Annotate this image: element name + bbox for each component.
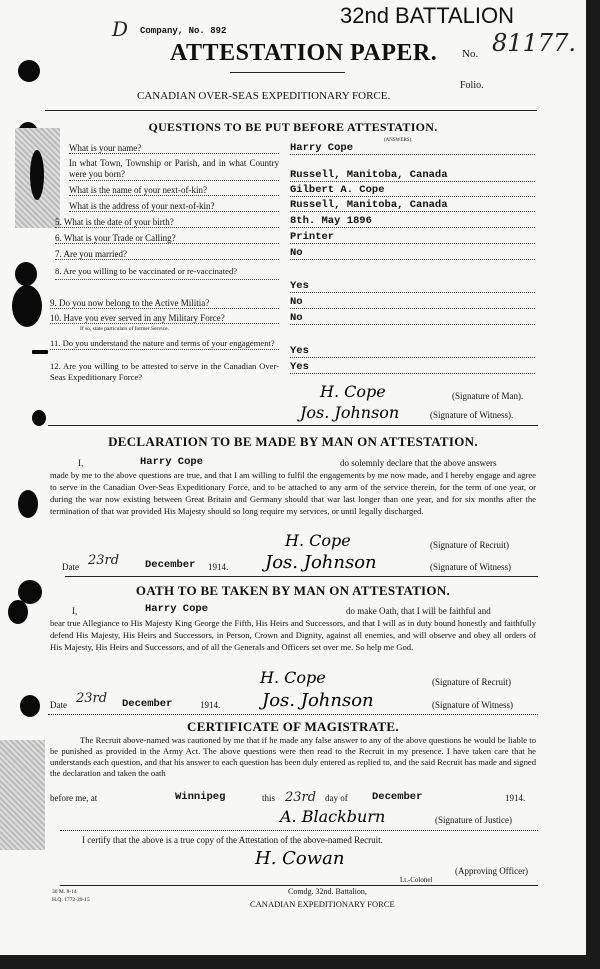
answer-1: Harry Cope [290, 142, 535, 155]
divider [48, 714, 538, 715]
company-number: Company, No. 892 [140, 26, 227, 36]
declaration-name: Harry Cope [140, 456, 204, 468]
company-letter: D [112, 17, 129, 41]
answer-5: 8th. May 1896 [290, 215, 535, 228]
certificate-heading: CERTIFICATE OF MAGISTRATE. [187, 719, 399, 734]
question-2: In what Town, Township or Parish, and in what Country were you born? [69, 158, 279, 179]
before-me-label: before me, at [50, 793, 98, 803]
divider [60, 830, 538, 831]
oath-name: Harry Cope [145, 603, 209, 615]
oath-day: 23rd [76, 691, 108, 706]
signature-justice-label: (Signature of Justice) [435, 815, 512, 825]
declaration-date-label: Date [62, 562, 79, 572]
declaration-signature-witness-label: (Signature of Witness) [430, 562, 511, 572]
declaration-text-1: do solemnly declare that the above answers [340, 458, 497, 468]
oath-i: I, [72, 606, 78, 616]
regimental-number: 81177. [492, 29, 576, 57]
question-12: 12. Are you willing to be attested to serve in the Canadian Over-Seas Expeditionary Force? [50, 361, 279, 382]
answer-9: No [290, 296, 535, 309]
declaration-year: 1914. [208, 562, 229, 572]
punch-hole [12, 285, 42, 327]
place: Winnipeg [175, 791, 226, 803]
force-name: CANADIAN OVER-SEAS EXPEDITIONARY FORCE. [137, 90, 391, 102]
certificate-month: December [372, 791, 423, 803]
divider [45, 110, 537, 111]
photo-remnant [30, 150, 44, 200]
answer-11: Yes [290, 345, 535, 358]
answer-6: Printer [290, 231, 535, 244]
oath-signature-recruit: H. Cope [260, 668, 326, 687]
declaration-signature-recruit: H. Cope [285, 531, 351, 550]
this-label: this [262, 793, 276, 803]
oath-month: December [122, 698, 173, 710]
answer-8: Yes [290, 280, 535, 293]
certificate-year: 1914. [505, 793, 526, 803]
question-10: 10. Have you ever served in any Military Force? [50, 313, 279, 324]
declaration-heading: DECLARATION TO BE MADE BY MAN ON ATTESTATION. [108, 434, 478, 449]
signature-justice: A. Blackburn [280, 807, 386, 826]
question-1: What is your name? [69, 143, 279, 154]
signature-witness-label: (Signature of Witness). [430, 410, 514, 420]
answer-7: No [290, 247, 535, 260]
form-number-1: 30 M. 8-14 [52, 889, 77, 895]
signature-man: H. Cope [320, 382, 386, 401]
day-of-label: day of [325, 793, 348, 803]
certificate-day: 23rd [285, 790, 317, 805]
oath-date-label: Date [50, 700, 67, 710]
answers-label: (ANSWERS). [384, 138, 413, 143]
signature-approving-officer: H. Cowan [255, 848, 345, 869]
certificate-text: The Recruit above-named was cautioned by me that if he made any false answer to any of the above questions he would be liable to be punished as provided in the Army Act. The above questions were then read to the Recruit in my presence. I have taken care that he understands each question, and that his answer to each question has been duly entered as replied to, and the said Recruit has made and signed the declaration and taken the oath [50, 735, 536, 778]
oath-heading: OATH TO BE TAKEN BY MAN ON ATTESTATION. [135, 583, 451, 598]
question-7: 7. Are you married? [55, 249, 279, 260]
question-9: 9. Do you now belong to the Active Militia? [50, 298, 279, 309]
force-footer: CANADIAN EXPEDITIONARY FORCE [250, 899, 395, 909]
certify-text: I certify that the above is a true copy of the Attestation of the above-named Recruit. [82, 835, 383, 845]
answer-3: Gilbert A. Cope [290, 184, 535, 197]
divider [230, 72, 345, 73]
oath-signature-witness-label: (Signature of Witness) [432, 700, 513, 710]
divider [60, 885, 538, 886]
punch-hole [18, 490, 38, 518]
signature-man-label: (Signature of Man). [452, 391, 524, 401]
oath-text-1: do make Oath, that I will be faithful and [346, 606, 491, 616]
declaration-signature-witness: Jos. Johnson [265, 552, 377, 573]
punch-hole [8, 600, 28, 624]
oath-signature-recruit-label: (Signature of Recruit) [432, 677, 511, 687]
mark [32, 350, 48, 354]
declaration-month: December [145, 559, 196, 571]
battalion-stamp: 32nd BATTALION [340, 3, 515, 28]
punch-hole [20, 695, 40, 717]
rank: Lt.-Colonel [400, 876, 433, 884]
oath-year: 1914. [200, 700, 221, 710]
oath-text: bear true Allegiance to His Majesty King George the Fifth, His Heirs and Successors, and that I will as in duty bound honestly and faithfully defend His Majesty, His Heirs and Successors, in Person, Crown and Dignity, against all enemies, and will observe and obey all orders of His Majesty, His Heirs and Successors, and of all the Generals and Officers set over me. So help me God. [50, 618, 536, 652]
question-8: 8. Are you willing to be vaccinated or re-vaccinated? [55, 264, 279, 280]
answer-2: Russell, Manitoba, Canada [290, 169, 535, 182]
declaration-day: 23rd [88, 553, 120, 568]
divider [48, 425, 538, 426]
punch-hole [15, 262, 37, 286]
question-5: 5. What is the date of your birth? [55, 217, 279, 228]
divider [65, 576, 538, 577]
photo-remnant [0, 740, 45, 850]
document-title: ATTESTATION PAPER. [170, 40, 438, 66]
number-label: No. [462, 48, 479, 60]
punch-hole [18, 60, 40, 82]
question-3: What is the name of your next-of-kin? [69, 185, 279, 196]
question-10-note: If so, state particulars of former Service. [80, 326, 169, 332]
answer-10: No [290, 312, 535, 325]
punch-hole [32, 410, 46, 426]
question-4: What is the address of your next-of-kin? [69, 201, 279, 212]
declaration-text: made by me to the above questions are true, and that I am willing to fulfil the engagements by me now made, and I hereby engage and agree to serve in the Canadian Over-Seas Expeditionary Force, and to be attached to any arm of the service therein, for the term of one year, or during the war now existing between Great Britain and Germany should that war last longer than one year, and for six months after the termination of that war provided His Majesty should so long require my services, or until legally discharged. [50, 470, 536, 516]
declaration-i: I, [78, 458, 84, 468]
answer-4: Russell, Manitoba, Canada [290, 199, 535, 212]
answer-12: Yes [290, 361, 535, 374]
approving-officer-label: (Approving Officer) [455, 866, 529, 876]
question-6: 6. What is your Trade or Calling? [55, 233, 279, 244]
signature-witness: Jos. Johnson [300, 403, 400, 422]
form-number-2: H.Q. 1772-39-15 [52, 897, 90, 903]
declaration-signature-recruit-label: (Signature of Recruit) [430, 540, 509, 550]
oath-signature-witness: Jos. Johnson [262, 690, 374, 711]
question-11: 11. Do you understand the nature and terms of your engagement? [50, 338, 279, 350]
folio-label: Folio. [460, 80, 484, 91]
unit: Comdg. 32nd. Battalion, [288, 887, 367, 896]
questions-heading: QUESTIONS TO BE PUT BEFORE ATTESTATION. [148, 120, 438, 134]
